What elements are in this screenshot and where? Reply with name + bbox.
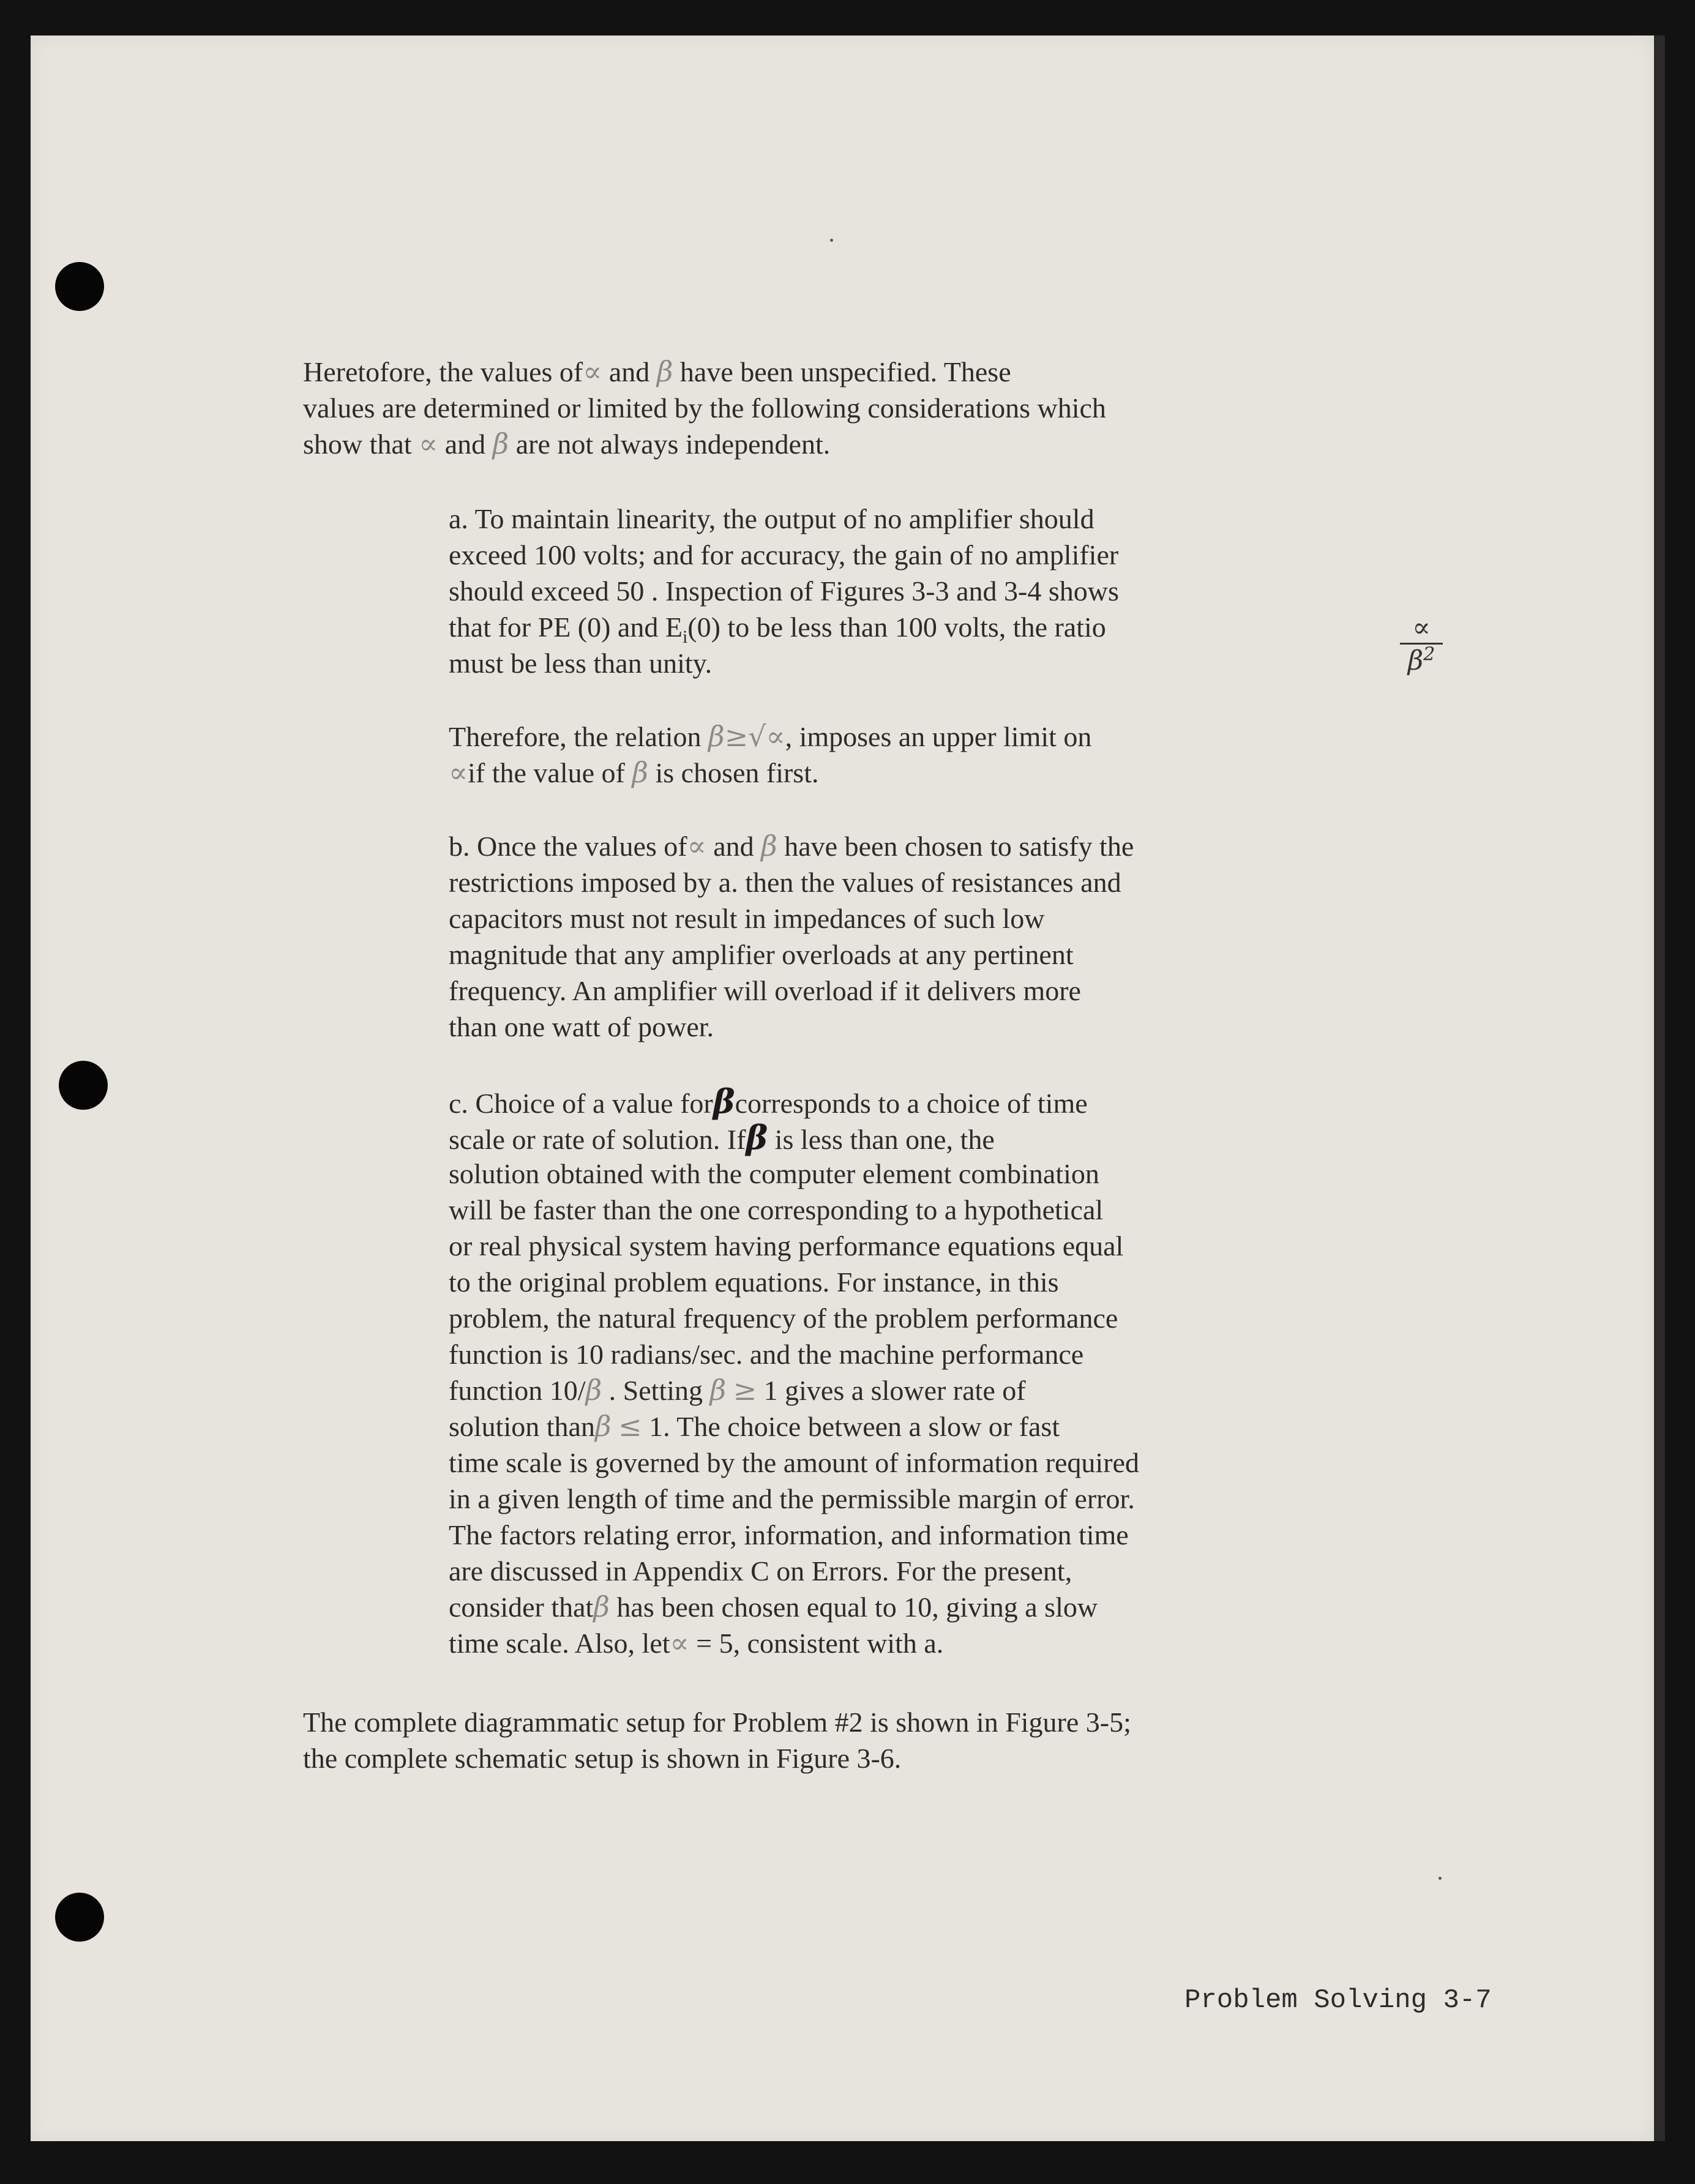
intro-line-1: Heretofore, the values of∝ and β have been unspecified. These <box>303 354 1106 390</box>
punch-hole-middle <box>59 1061 108 1110</box>
para-c-line-2: scale or rate of solution. Ifβ is less than one, the <box>449 1118 995 1157</box>
punch-hole-top <box>55 262 104 311</box>
para-b-line-5: frequency. An amplifier will overload if it delivers more <box>449 975 1081 1006</box>
alpha-symbol: ∝ <box>583 355 602 388</box>
beta-symbol: β <box>708 720 725 753</box>
paragraph-therefore <box>449 719 1091 791</box>
closing-paragraph <box>303 1704 1131 1776</box>
para-a-line-1: a. To maintain linearity, the output of no amplifier should <box>449 503 1094 534</box>
para-c-line-5: or real physical system having performance equations equal <box>449 1230 1124 1262</box>
beta-symbol: β <box>492 427 509 460</box>
less-equal-symbol: ≤ <box>618 1410 642 1443</box>
closing-line-2: the complete schematic setup is shown in Figure 3-6. <box>303 1743 902 1774</box>
speck-mark <box>1439 1877 1442 1880</box>
beta-symbol: β <box>761 829 777 862</box>
para-b-line-1: b. Once the values of∝ and β have been chosen to satisfy the <box>449 828 1134 864</box>
beta-symbol: β <box>656 355 673 388</box>
beta-symbol: β <box>593 1590 610 1623</box>
para-a-line-5: must be less than unity. <box>449 648 713 679</box>
beta-symbol: β <box>632 756 648 789</box>
greater-equal-symbol: ≥ <box>724 720 749 753</box>
beta-symbol: β <box>585 1374 602 1407</box>
punch-hole-bottom <box>55 1893 104 1942</box>
para-c-line-12: in a given length of time and the permissible margin of error. <box>449 1483 1135 1514</box>
para-c-line-3: solution obtained with the computer element combination <box>449 1158 1099 1189</box>
para-b-line-6: than one watt of power. <box>449 1011 714 1042</box>
para-c-line-1: c. Choice of a value forβcorresponds to a choice of time <box>449 1082 1088 1121</box>
para-c-line-6: to the original problem equations. For instance, in this <box>449 1266 1059 1298</box>
greater-equal-symbol: ≥ <box>733 1374 757 1407</box>
sqrt-alpha-symbol: √∝ <box>748 720 785 753</box>
ratio-numerator: ∝ <box>1412 612 1431 643</box>
para-c-line-7: problem, the natural frequency of the problem performance <box>449 1303 1118 1334</box>
alpha-symbol: ∝ <box>687 829 706 862</box>
para-c-line-8: function is 10 radians/sec. and the machine performance <box>449 1339 1084 1370</box>
intro-line-2: values are determined or limited by the following considerations which <box>303 392 1106 424</box>
para-b-line-2: restrictions imposed by a. then the values of resistances and <box>449 867 1121 898</box>
para-b-line-4: magnitude that any amplifier overloads at any pertinent <box>449 939 1074 970</box>
para-c-line-9: function 10/β . Setting β ≥ 1 gives a slower rate of <box>449 1372 1139 1408</box>
closing-line-1: The complete diagrammatic setup for Problem #2 is shown in Figure 3-5; <box>303 1707 1131 1738</box>
para-c-line-15: consider thatβ has been chosen equal to 10, giving a slow <box>449 1589 1139 1625</box>
alpha-symbol: ∝ <box>419 427 438 460</box>
beta-symbol: β <box>594 1410 612 1443</box>
para-a-line-4: that for PE (0) and $E_i(0)$ to be less than 100 volts, the ratio <box>449 611 1106 648</box>
paragraph-c <box>449 1083 1139 1661</box>
para-c-line-16: time scale. Also, let∝ = 5, consistent with a. <box>449 1625 1139 1661</box>
paragraph-b <box>449 828 1134 1045</box>
alpha-symbol: ∝ <box>670 1626 689 1659</box>
page-footer: Problem Solving 3-7 <box>1184 1985 1492 2016</box>
para-b-line-3: capacitors must not result in impedances of such low <box>449 903 1045 934</box>
intro-paragraph <box>303 354 1106 462</box>
alpha-symbol: ∝ <box>449 756 468 789</box>
speck-mark <box>830 239 833 242</box>
intro-line-3: show that ∝ and β are not always independent. <box>303 426 1106 462</box>
para-a-line-2: exceed 100 volts; and for accuracy, the gain of no amplifier <box>449 539 1119 570</box>
beta-symbol: β <box>713 1082 735 1121</box>
para-c-line-10: solution thanβ ≤ 1. The choice between a slow or fast <box>449 1408 1139 1445</box>
para-c-line-14: are discussed in Appendix C on Errors. For the present, <box>449 1555 1072 1587</box>
para-c-line-4: will be faster than the one corresponding to a hypothetical <box>449 1194 1104 1225</box>
beta-symbol: β <box>709 1374 727 1407</box>
para-a-line-3: should exceed 50 . Inspection of Figures 3-3 and 3-4 shows <box>449 575 1119 607</box>
paragraph-a <box>449 501 1119 681</box>
para-c-line-13: The factors relating error, information, and information time <box>449 1519 1129 1550</box>
page-edge-shadow <box>1654 36 1665 2141</box>
para-c-line-11: time scale is governed by the amount of information required <box>449 1447 1139 1478</box>
therefore-line-1: Therefore, the relation β≥√∝, imposes an upper limit on <box>449 719 1091 755</box>
ratio-denominator: $\beta^2$ <box>1407 643 1435 676</box>
beta-symbol: β <box>746 1118 768 1157</box>
therefore-line-2: ∝if the value of β is chosen first. <box>449 755 1091 791</box>
alpha-over-beta-squared <box>1400 612 1443 676</box>
